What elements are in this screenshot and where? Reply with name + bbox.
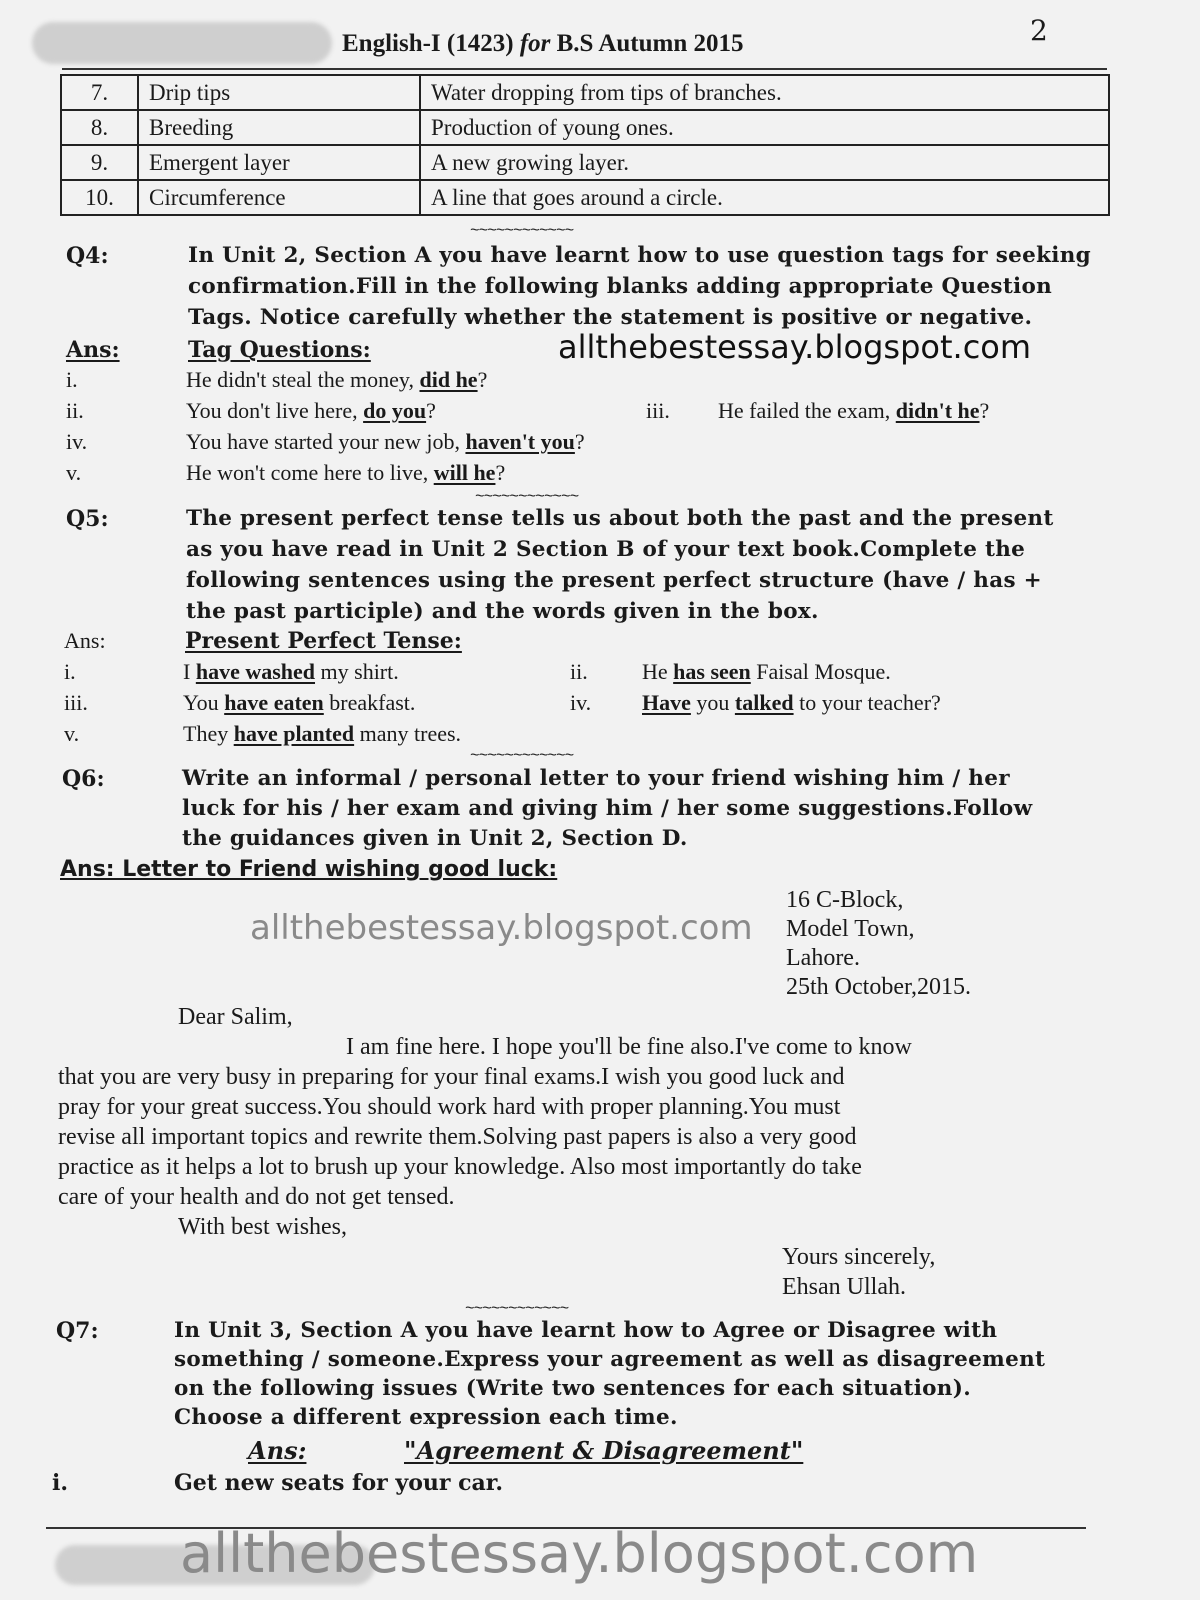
letter-body-line: that you are very busy in preparing for your final exams.I wish you good luck and xyxy=(58,1064,845,1090)
list-mark: iv. xyxy=(570,690,592,715)
tag-question-item: You don't live here, do you? xyxy=(186,398,436,423)
q4-line-3: Tags. Notice carefully whether the statement is positive or negative. xyxy=(188,305,1033,330)
meaning-cell: A new growing layer. xyxy=(420,145,1109,180)
letter-signature: Ehsan Ullah. xyxy=(782,1274,906,1300)
q4-answer-label: Ans: xyxy=(66,337,120,363)
list-mark: iii. xyxy=(646,398,670,423)
question-label-q7: Q7: xyxy=(56,1318,99,1344)
list-mark: i. xyxy=(52,1470,69,1496)
letter-body-line: pray for your great success.You should work hard with proper planning.You must xyxy=(58,1094,841,1120)
q5-line-4: the past participle) and the words given in the box. xyxy=(186,599,819,624)
q5-line-3: following sentences using the present perfect structure (have / has + xyxy=(186,568,1042,593)
row-number: 10. xyxy=(61,180,138,215)
q7-answer-label: Ans: xyxy=(248,1436,307,1465)
vocabulary-table xyxy=(60,74,1110,216)
q4-line-1: In Unit 2, Section A you have learnt how to use question tags for seeking xyxy=(188,243,1092,268)
watermark-bottom: allthebestessay.blogspot.com xyxy=(180,1522,979,1585)
tense-item: They have planted many trees. xyxy=(183,721,462,746)
section-separator: ~~~~~~~~~~~~ xyxy=(465,1300,569,1318)
table-row xyxy=(61,180,1109,215)
term-cell: Emergent layer xyxy=(138,145,420,180)
letter-date: 25th October,2015. xyxy=(786,974,972,1000)
meaning-cell: A line that goes around a circle. xyxy=(420,180,1109,215)
term-cell: Circumference xyxy=(138,180,420,215)
list-mark: v. xyxy=(66,460,82,485)
watermark-middle: allthebestessay.blogspot.com xyxy=(250,908,753,948)
list-mark: iv. xyxy=(66,429,88,454)
list-mark: i. xyxy=(66,367,78,392)
list-mark: ii. xyxy=(66,398,84,423)
row-number: 9. xyxy=(61,145,138,180)
meaning-cell: Production of young ones. xyxy=(420,110,1109,145)
tag-question-item: He failed the exam, didn't he? xyxy=(718,398,990,423)
section-separator: ~~~~~~~~~~~~ xyxy=(475,488,579,506)
q7-answer-title: "Agreement & Disagreement" xyxy=(404,1436,804,1465)
table-row xyxy=(61,75,1109,110)
letter-heading: Ans: Letter to Friend wishing good luck: xyxy=(60,857,558,882)
term-cell: Breeding xyxy=(138,110,420,145)
list-mark: i. xyxy=(64,659,76,684)
tag-question-item: He won't come here to live, will he? xyxy=(186,460,506,485)
address-line: 16 C-Block, xyxy=(786,887,904,913)
question-label-q5: Q5: xyxy=(66,506,109,532)
q6-line-1: Write an informal / personal letter to your friend wishing him / her xyxy=(182,766,1010,791)
list-mark: iii. xyxy=(64,690,88,715)
question-label-q6: Q6: xyxy=(62,766,105,792)
q4-answer-title: Tag Questions: xyxy=(188,337,371,363)
tense-item: I have washed my shirt. xyxy=(183,659,399,684)
tense-item: He has seen Faisal Mosque. xyxy=(642,659,891,684)
agreement-item: Get new seats for your car. xyxy=(174,1470,504,1496)
letter-salutation: Dear Salim, xyxy=(178,1004,293,1030)
section-separator: ~~~~~~~~~~~~ xyxy=(470,747,574,765)
table-row xyxy=(61,145,1109,180)
table-row xyxy=(61,110,1109,145)
address-line: Lahore. xyxy=(786,945,860,971)
meaning-cell: Water dropping from tips of branches. xyxy=(420,75,1109,110)
question-label-q4: Q4: xyxy=(66,243,109,269)
header-rule xyxy=(62,68,1107,70)
q7-line-2: something / someone.Express your agreement as well as disagreement xyxy=(174,1347,1046,1372)
tag-question-item: You have started your new job, haven't you? xyxy=(186,429,585,454)
letter-body-line: I am fine here. I hope you'll be fine also.I've come to know xyxy=(346,1034,912,1060)
term-cell: Drip tips xyxy=(138,75,420,110)
letter-sign-off: Yours sincerely, xyxy=(782,1244,936,1270)
tense-item: You have eaten breakfast. xyxy=(183,690,416,715)
q7-line-1: In Unit 3, Section A you have learnt how to Agree or Disagree with xyxy=(174,1318,998,1343)
letter-body-line: revise all important topics and rewrite them.Solving past papers is also a very good xyxy=(58,1124,857,1150)
q5-line-2: as you have read in Unit 2 Section B of your text book.Complete the xyxy=(186,537,1026,562)
address-line: Model Town, xyxy=(786,916,915,942)
q4-line-2: confirmation.Fill in the following blanks adding appropriate Question xyxy=(188,274,1053,299)
q5-answer-title: Present Perfect Tense: xyxy=(185,628,462,654)
list-mark: ii. xyxy=(570,659,588,684)
list-mark: v. xyxy=(64,721,80,746)
tense-item: Have you talked to your teacher? xyxy=(642,690,941,715)
redacted-header-area xyxy=(32,22,332,64)
watermark-top: allthebestessay.blogspot.com xyxy=(558,328,1032,366)
section-separator: ~~~~~~~~~~~~ xyxy=(470,222,574,240)
q6-line-3: the guidances given in Unit 2, Section D. xyxy=(182,826,688,851)
page-number: 2 xyxy=(1030,14,1048,47)
page-header-title: English-I (1423) for B.S Autumn 2015 xyxy=(342,30,744,57)
row-number: 8. xyxy=(61,110,138,145)
tag-question-item: He didn't steal the money, did he? xyxy=(186,367,488,392)
letter-body-line: practice as it helps a lot to brush up your knowledge. Also most importantly do take xyxy=(58,1154,862,1180)
letter-body-line: care of your health and do not get tensed. xyxy=(58,1184,455,1210)
q7-line-4: Choose a different expression each time. xyxy=(174,1405,678,1430)
row-number: 7. xyxy=(61,75,138,110)
q5-answer-label: Ans: xyxy=(64,628,106,653)
letter-closing: With best wishes, xyxy=(178,1214,348,1240)
q7-line-3: on the following issues (Write two sentences for each situation). xyxy=(174,1376,971,1401)
q6-line-2: luck for his / her exam and giving him / her some suggestions.Follow xyxy=(182,796,1033,821)
q5-line-1: The present perfect tense tells us about both the past and the present xyxy=(186,506,1054,531)
